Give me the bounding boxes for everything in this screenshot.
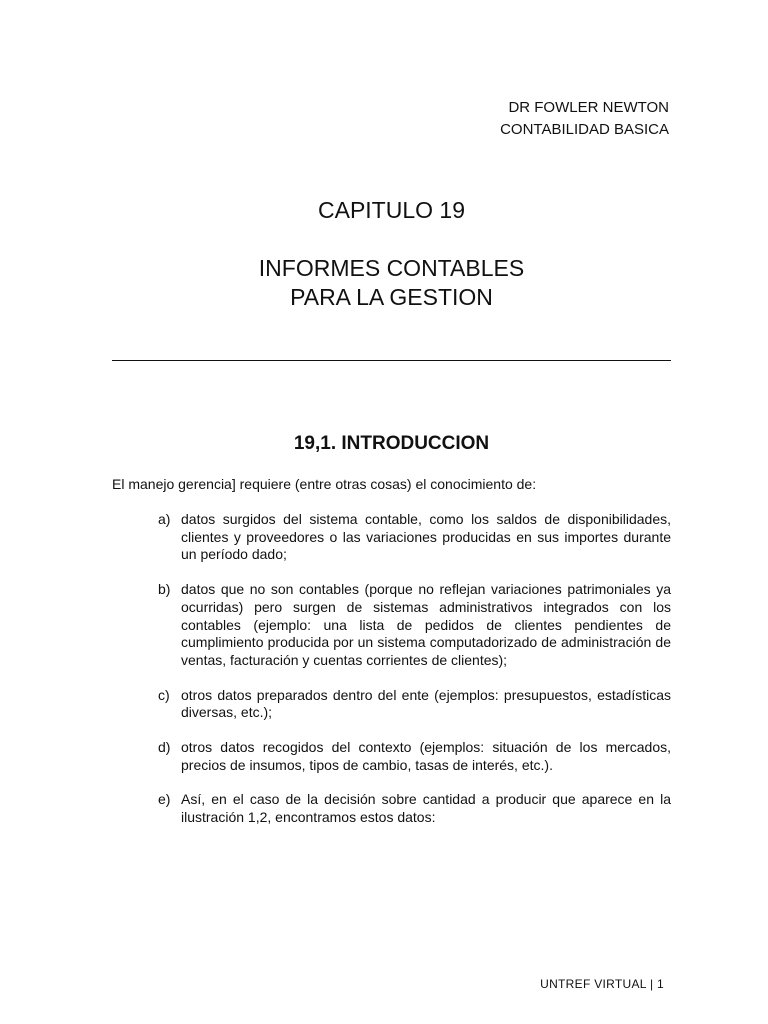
book-title: CONTABILIDAD BASICA [500, 121, 669, 138]
list-marker: c) [158, 686, 170, 703]
chapter-title-line-2: PARA LA GESTION [290, 284, 493, 310]
list-item-b [112, 581, 671, 670]
chapter-title-line-1: INFORMES CONTABLES [258, 255, 525, 281]
intro-paragraph: El manejo gerencia] requiere (entre otras cosas) el conocimiento de: [112, 476, 537, 492]
list-marker: d) [158, 739, 171, 756]
list-item-text: otros datos preparados dentro del ente (ejemplos: presupuestos, estadísticas diversas, etc.); [181, 686, 671, 721]
section-heading: 19,1. INTRODUCCION [293, 433, 490, 454]
list-item-e [112, 791, 671, 826]
chapter-label: CAPITULO 19 [318, 197, 465, 223]
list-item-text: Así, en el caso de la decisión sobre cantidad a producir que aparece en la ilustración 1,2, encontramos estos datos: [181, 791, 671, 826]
list-item-text: otros datos recogidos del contexto (ejemplos: situación de los mercados, precios de insumos, tipos de cambio, tasas de interés, etc.). [181, 739, 671, 773]
author-name: DR FOWLER NEWTON [508, 99, 669, 116]
list-item-text: datos que no son contables (porque no reflejan variaciones patrimoniales ya ocurridas) pero surgen de sistemas administrativos integrados con los contables (ejemplo: una lista de pedidos de clientes pendientes de cumplimiento producida por un sistema computadorizado de administración de ventas, facturación y cuentas corrientes de clientes); [181, 581, 671, 668]
list-item-text: datos surgidos del sistema contable, como los saldos de disponibilidades, clientes y proveedores o las variaciones producidas en sus importes durante un período dado; [181, 511, 671, 563]
list-item-a [112, 511, 671, 564]
list-marker: e) [158, 791, 171, 808]
list-item-d [112, 739, 671, 774]
page-footer: UNTREF VIRTUAL | 1 [540, 977, 664, 991]
list-item-c [112, 687, 671, 722]
document-header [500, 97, 669, 141]
list-marker: b) [158, 581, 171, 598]
item-list [112, 511, 671, 844]
list-marker: a) [158, 511, 171, 527]
chapter-title [112, 254, 671, 312]
horizontal-divider [112, 360, 671, 361]
